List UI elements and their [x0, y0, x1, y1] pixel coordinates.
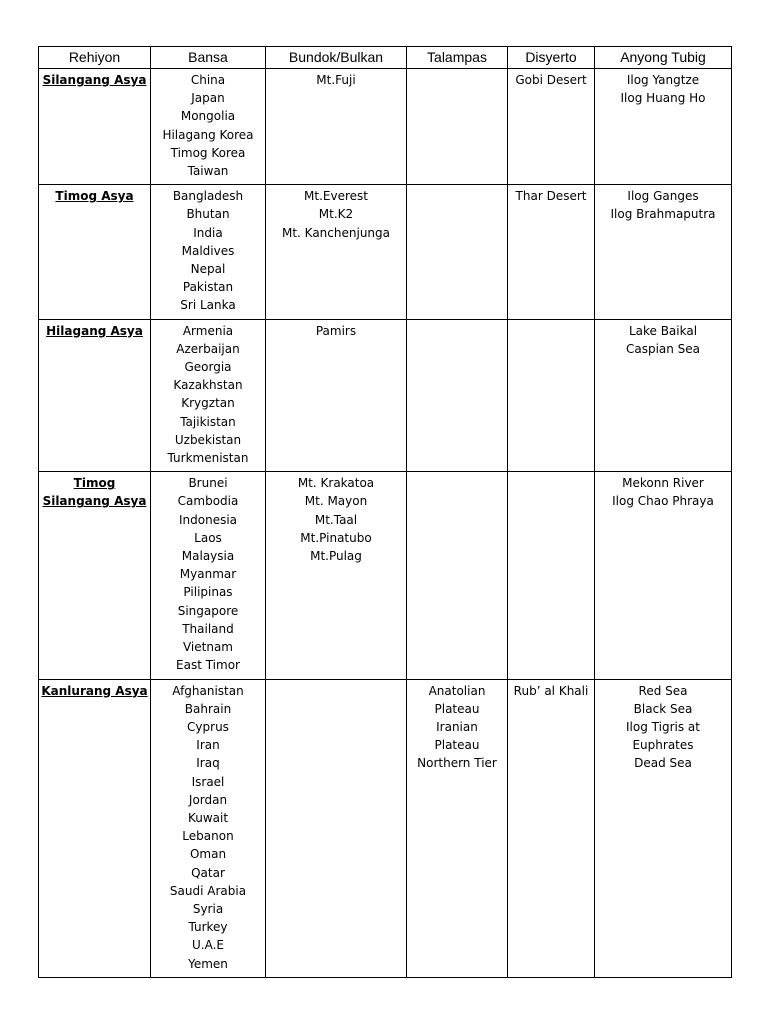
cell-bundok-bulkan-item: Mt.Fuji [316, 73, 356, 87]
cell-bansa-item: Afghanistan [172, 683, 244, 698]
cell-disyerto-item: Rub’ al Khali [513, 683, 589, 698]
cell-bansa-item: Iran [196, 738, 220, 753]
cell-bansa-item: Pakistan [182, 280, 234, 295]
cell-bansa-item: Kazakhstan [173, 378, 243, 393]
cell-bundok-bulkan-item: Pamirs [315, 323, 357, 338]
cell-talampas [407, 679, 508, 977]
cell-bundok-bulkan [266, 472, 407, 679]
cell-bansa-item: Georgia [184, 360, 232, 375]
cell-anyong-tubig-item: Ilog Brahmaputra [610, 207, 716, 222]
cell-anyong-tubig [595, 472, 732, 679]
cell-talampas-item: Northern Tier [417, 756, 497, 771]
table-row [39, 472, 732, 679]
cell-bansa-item: Malaysia [181, 549, 235, 564]
cell-anyong-tubig-item: Ilog Chao Phraya [612, 494, 714, 509]
cell-bansa-item: Mongolia [180, 109, 236, 124]
table-row [39, 69, 732, 185]
cell-talampas [407, 185, 508, 319]
cell-anyong-tubig-item: Ilog Yangtze [626, 73, 700, 87]
cell-disyerto [508, 69, 595, 185]
cell-bansa-item: Singapore [177, 603, 239, 618]
cell-bansa-item: Iraq [196, 756, 220, 771]
cell-talampas [407, 472, 508, 679]
cell-bansa-item: Sri Lanka [180, 298, 236, 313]
cell-anyong-tubig-item: Mekonn River [622, 476, 704, 491]
cell-disyerto-item: Gobi Desert [515, 73, 587, 87]
cell-bansa-item: Yemen [188, 956, 228, 971]
header-talampas: Talampas [407, 47, 508, 69]
cell-bundok-bulkan [266, 185, 407, 319]
cell-talampas-item: Anatolian [428, 683, 486, 698]
cell-bansa-item: Krygztan [181, 396, 235, 411]
asia-regions-table [38, 46, 732, 978]
cell-rehiyon [39, 185, 151, 319]
cell-rehiyon-item: Hilagang Asya [46, 323, 143, 338]
cell-bansa-item: Syria [192, 901, 224, 916]
cell-bansa-item: China [190, 73, 226, 87]
cell-bansa-item: Bangladesh [172, 189, 244, 204]
cell-bundok-bulkan-item: Mt.Pinatubo [300, 530, 372, 545]
cell-bansa-item: Kuwait [187, 810, 229, 825]
cell-anyong-tubig-item: Lake Baikal [628, 323, 698, 338]
cell-disyerto [508, 472, 595, 679]
cell-bansa [151, 69, 266, 185]
cell-anyong-tubig [595, 319, 732, 472]
table-row [39, 679, 732, 977]
cell-bansa-item: Bahrain [184, 701, 232, 716]
cell-bansa-item: Turkey [188, 920, 228, 935]
cell-anyong-tubig-item: Caspian Sea [625, 341, 701, 356]
table-row [39, 319, 732, 472]
cell-disyerto-item: Thar Desert [515, 189, 587, 204]
cell-anyong-tubig-item: Black Sea [633, 701, 693, 716]
cell-anyong-tubig-item: Ilog Huang Ho [620, 91, 706, 106]
cell-bundok-bulkan [266, 679, 407, 977]
cell-anyong-tubig-item: Dead Sea [634, 756, 692, 771]
cell-bansa-item: Japan [191, 91, 225, 106]
cell-anyong-tubig-item: Ilog Ganges [627, 189, 699, 204]
header-row [39, 47, 732, 69]
cell-bansa-item: Taiwan [187, 164, 229, 179]
cell-bansa-item: Laos [194, 530, 222, 545]
cell-bansa-item: Hilagang Korea [162, 127, 254, 142]
cell-bansa-item: Uzbekistan [174, 432, 242, 447]
cell-rehiyon [39, 679, 151, 977]
cell-talampas [407, 69, 508, 185]
cell-rehiyon-item: Timog Asya [55, 189, 134, 204]
cell-bansa-item: Nepal [190, 262, 226, 277]
cell-bundok-bulkan-item: Mt.Taal [314, 512, 358, 527]
cell-bundok-bulkan [266, 319, 407, 472]
cell-disyerto [508, 319, 595, 472]
cell-bansa-item: Brunei [188, 476, 228, 491]
cell-anyong-tubig-item: Euphrates [632, 738, 694, 753]
cell-bansa-item: Lebanon [182, 829, 234, 844]
cell-bansa-item: Israel [191, 774, 225, 789]
cell-bansa [151, 679, 266, 977]
cell-rehiyon-item: Timog Silangang Asya [42, 476, 147, 509]
cell-rehiyon-item: Silangang Asya [42, 73, 147, 87]
cell-bundok-bulkan [266, 69, 407, 185]
cell-anyong-tubig-item: Ilog Tigris at [626, 719, 700, 734]
cell-bansa [151, 185, 266, 319]
cell-bundok-bulkan-item: Mt.K2 [318, 207, 354, 222]
cell-rehiyon [39, 472, 151, 679]
header-bansa: Bansa [151, 47, 266, 69]
cell-bansa-item: Jordan [188, 792, 228, 807]
cell-rehiyon-item: Kanlurang Asya [41, 683, 148, 698]
cell-rehiyon [39, 69, 151, 185]
cell-bansa-item: Tajikistan [180, 414, 236, 429]
cell-bansa-item: Indonesia [178, 512, 238, 527]
table-body [39, 69, 732, 978]
cell-bansa-item: East Timor [176, 658, 240, 673]
cell-bansa-item: Oman [189, 847, 227, 862]
cell-anyong-tubig [595, 679, 732, 977]
header-anyong-tubig: Anyong Tubig [595, 47, 732, 69]
cell-bansa-item: Vietnam [182, 640, 233, 655]
cell-bansa [151, 319, 266, 472]
cell-bansa-item: Timog Korea [170, 145, 246, 160]
cell-bansa-item: Myanmar [179, 567, 237, 582]
header-disyerto: Disyerto [508, 47, 595, 69]
cell-anyong-tubig-item: Red Sea [638, 683, 688, 698]
cell-anyong-tubig [595, 69, 732, 185]
cell-bansa-item: U.A.E [192, 938, 224, 953]
cell-bansa-item: Saudi Arabia [169, 883, 247, 898]
cell-bansa-item: Qatar [191, 865, 225, 880]
cell-bundok-bulkan-item: Mt. Krakatoa [297, 476, 375, 491]
cell-bundok-bulkan-item: Mt.Pulag [310, 549, 362, 564]
cell-bansa-item: Thailand [182, 621, 234, 636]
cell-disyerto [508, 185, 595, 319]
table-row [39, 185, 732, 319]
cell-bundok-bulkan-item: Mt.Everest [304, 189, 368, 204]
cell-bansa-item: Cambodia [177, 494, 239, 509]
cell-anyong-tubig [595, 185, 732, 319]
cell-bansa-item: Bhutan [186, 207, 230, 222]
cell-talampas-item: Plateau [434, 738, 480, 753]
cell-bansa-item: Maldives [181, 243, 235, 258]
cell-bansa-item: Turkmenistan [167, 451, 249, 466]
cell-bansa [151, 472, 266, 679]
cell-bansa-item: Cyprus [187, 719, 229, 734]
cell-rehiyon [39, 319, 151, 472]
cell-disyerto [508, 679, 595, 977]
cell-bundok-bulkan-item: Mt. Mayon [304, 494, 368, 509]
header-bundok-bulkan: Bundok/Bulkan [266, 47, 407, 69]
cell-bansa-item: India [193, 225, 223, 240]
cell-bansa-item: Armenia [182, 323, 234, 338]
cell-talampas-item: Iranian [436, 719, 478, 734]
cell-bansa-item: Pilipinas [183, 585, 233, 600]
header-rehiyon: Rehiyon [39, 47, 151, 69]
cell-talampas-item: Plateau [434, 701, 480, 716]
cell-bundok-bulkan-item: Mt. Kanchenjunga [281, 225, 390, 240]
cell-talampas [407, 319, 508, 472]
cell-bansa-item: Azerbaijan [176, 341, 240, 356]
